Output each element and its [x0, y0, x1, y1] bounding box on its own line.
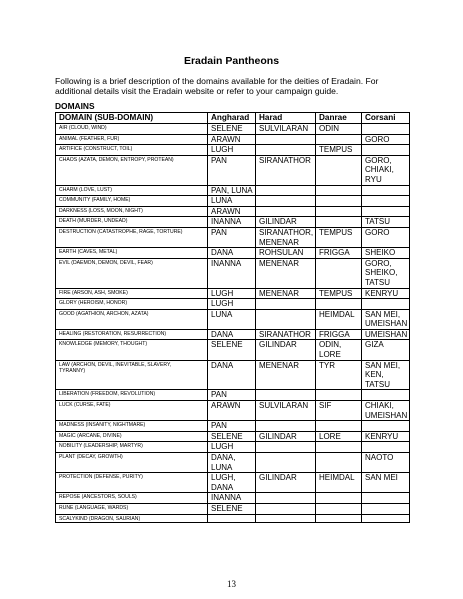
- danrae-cell: LORE: [316, 431, 362, 442]
- danrae-cell: [316, 185, 362, 196]
- corsani-cell: GORO, SHEIKO, TATSU: [362, 258, 410, 288]
- danrae-cell: [316, 514, 362, 522]
- intro-line-1: Following is a brief description of the domains available for the deities of Eradain. For: [55, 76, 379, 86]
- domain-cell: LUCK (CURSE, FATE): [56, 401, 208, 421]
- harad-cell: SULVILARAN: [256, 124, 316, 135]
- domain-cell: NOBILITY (LEADERSHIP, MARTYR): [56, 442, 208, 453]
- harad-cell: [256, 185, 316, 196]
- page-title: Eradain Pantheons: [183, 55, 280, 67]
- header-danrae: Danrae: [316, 113, 362, 124]
- danrae-cell: [316, 493, 362, 504]
- harad-cell: GILINDAR: [256, 340, 316, 360]
- table-row: [56, 155, 410, 185]
- corsani-cell: GIZA: [362, 340, 410, 360]
- danrae-cell: HEIMDAL: [316, 309, 362, 329]
- danrae-cell: TEMPUS: [316, 227, 362, 247]
- table-row: [56, 124, 410, 135]
- danrae-cell: [316, 217, 362, 228]
- harad-cell: SIRANATHOR, MENENAR: [256, 227, 316, 247]
- table-row: [56, 217, 410, 228]
- danrae-cell: [316, 196, 362, 207]
- angharad-cell: LUGH: [208, 145, 256, 156]
- harad-cell: [256, 196, 316, 207]
- harad-cell: MENENAR: [256, 360, 316, 390]
- domain-cell: RUNE (LANGUAGE, WARDS): [56, 503, 208, 514]
- harad-cell: MENENAR: [256, 288, 316, 299]
- angharad-cell: LUGH: [208, 299, 256, 310]
- corsani-cell: GORO: [362, 227, 410, 247]
- corsani-cell: [362, 514, 410, 522]
- harad-cell: [256, 309, 316, 329]
- table-row: [56, 288, 410, 299]
- danrae-cell: HEIMDAL: [316, 473, 362, 493]
- harad-cell: [256, 453, 316, 473]
- header-harad: Harad: [256, 113, 316, 124]
- angharad-cell: DANA, LUNA: [208, 453, 256, 473]
- domain-cell: CHAOS (AZATA, DEMON, ENTROPY, PROTEAN): [56, 155, 208, 185]
- harad-cell: ROHSULAN: [256, 248, 316, 259]
- domain-cell: EVIL (DAEMON, DEMON, DEVIL, FEAR): [56, 258, 208, 288]
- harad-cell: GILINDAR: [256, 217, 316, 228]
- danrae-cell: [316, 155, 362, 185]
- corsani-cell: NAOTO: [362, 453, 410, 473]
- table-row: [56, 431, 410, 442]
- angharad-cell: LUNA: [208, 309, 256, 329]
- harad-cell: [256, 206, 316, 217]
- angharad-cell: LUNA: [208, 196, 256, 207]
- corsani-cell: UMEISHAN: [362, 329, 410, 340]
- header-angharad: Angharad: [208, 113, 256, 124]
- angharad-cell: PAN: [208, 390, 256, 401]
- corsani-cell: [362, 185, 410, 196]
- harad-cell: SIRANATHOR: [256, 155, 316, 185]
- domain-cell: DARKNESS (LOSS, MOON, NIGHT): [56, 206, 208, 217]
- domain-cell: GLORY (HEROISM, HONOR): [56, 299, 208, 310]
- harad-cell: SULVILARAN: [256, 401, 316, 421]
- table-row: [56, 514, 410, 522]
- corsani-cell: SAN MEI, UMEISHAN: [362, 309, 410, 329]
- header-domain: DOMAIN (SUB-DOMAIN): [56, 113, 208, 124]
- table-row: [56, 340, 410, 360]
- danrae-cell: SIF: [316, 401, 362, 421]
- table-row: [56, 299, 410, 310]
- domain-cell: LIBERATION (FREEDOM, REVOLUTION): [56, 390, 208, 401]
- table-row: [56, 421, 410, 432]
- corsani-cell: [362, 299, 410, 310]
- angharad-cell: PAN: [208, 227, 256, 247]
- harad-cell: [256, 134, 316, 145]
- corsani-cell: TATSU: [362, 217, 410, 228]
- domain-cell: FIRE (ARSON, ASH, SMOKE): [56, 288, 208, 299]
- harad-cell: GILINDAR: [256, 431, 316, 442]
- table-header-row: [56, 113, 410, 124]
- danrae-cell: [316, 299, 362, 310]
- harad-cell: [256, 299, 316, 310]
- domain-cell: LAW (ARCHON, DEVIL, INEVITABLE, SLAVERY, TYRANNY): [56, 360, 208, 390]
- danrae-cell: FRIGGA: [316, 248, 362, 259]
- domain-cell: KNOWLEDGE (MEMORY, THOUGHT): [56, 340, 208, 360]
- danrae-cell: [316, 258, 362, 288]
- table-row: [56, 196, 410, 207]
- section-heading: DOMAINS: [55, 101, 95, 111]
- danrae-cell: [316, 134, 362, 145]
- angharad-cell: DANA: [208, 248, 256, 259]
- danrae-cell: TEMPUS: [316, 145, 362, 156]
- corsani-cell: [362, 421, 410, 432]
- harad-cell: [256, 145, 316, 156]
- intro-paragraph: [55, 76, 415, 96]
- corsani-cell: CHIAKI, UMEISHAN: [362, 401, 410, 421]
- danrae-cell: [316, 390, 362, 401]
- angharad-cell: DANA: [208, 360, 256, 390]
- corsani-cell: [362, 124, 410, 135]
- domain-cell: SCALYKIND (DRAGON, SAURIAN): [56, 514, 208, 522]
- angharad-cell: SELENE: [208, 340, 256, 360]
- angharad-cell: ARAWN: [208, 134, 256, 145]
- table-row: [56, 503, 410, 514]
- table-row: [56, 401, 410, 421]
- harad-cell: SIRANATHOR: [256, 329, 316, 340]
- angharad-cell: LUGH: [208, 288, 256, 299]
- angharad-cell: INANNA: [208, 258, 256, 288]
- danrae-cell: FRIGGA: [316, 329, 362, 340]
- angharad-cell: LUGH: [208, 442, 256, 453]
- angharad-cell: INANNA: [208, 493, 256, 504]
- domain-cell: COMMUNITY (FAMILY, HOME): [56, 196, 208, 207]
- domain-cell: MAGIC (ARCANE, DIVINE): [56, 431, 208, 442]
- angharad-cell: SELENE: [208, 124, 256, 135]
- angharad-cell: INANNA: [208, 217, 256, 228]
- corsani-cell: [362, 390, 410, 401]
- table-row: [56, 206, 410, 217]
- angharad-cell: ARAWN: [208, 401, 256, 421]
- harad-cell: [256, 514, 316, 522]
- angharad-cell: LUGH, DANA: [208, 473, 256, 493]
- domain-cell: REPOSE (ANCESTORS, SOULS): [56, 493, 208, 504]
- domain-cell: ARTIFICE (CONSTRUCT, TOIL): [56, 145, 208, 156]
- table-row: [56, 360, 410, 390]
- table-row: [56, 309, 410, 329]
- angharad-cell: SELENE: [208, 431, 256, 442]
- danrae-cell: ODIN: [316, 124, 362, 135]
- intro-line-2: additional details visit the Eradain website or refer to your campaign guide.: [55, 86, 339, 96]
- corsani-cell: [362, 206, 410, 217]
- corsani-cell: [362, 442, 410, 453]
- domain-cell: HEALING (RESTORATION, RESURRECTION): [56, 329, 208, 340]
- domain-cell: DEATH (MURDER, UNDEAD): [56, 217, 208, 228]
- table-row: [56, 248, 410, 259]
- domain-cell: DESTRUCTION (CATASTROPHE, RAGE, TORTURE): [56, 227, 208, 247]
- table-row: [56, 134, 410, 145]
- harad-cell: MENENAR: [256, 258, 316, 288]
- danrae-cell: TEMPUS: [316, 288, 362, 299]
- angharad-cell: ARAWN: [208, 206, 256, 217]
- harad-cell: [256, 421, 316, 432]
- corsani-cell: [362, 145, 410, 156]
- danrae-cell: [316, 442, 362, 453]
- table-row: [56, 329, 410, 340]
- table-row: [56, 473, 410, 493]
- angharad-cell: PAN: [208, 421, 256, 432]
- harad-cell: [256, 493, 316, 504]
- angharad-cell: [208, 514, 256, 522]
- table-row: [56, 493, 410, 504]
- corsani-cell: [362, 503, 410, 514]
- danrae-cell: [316, 206, 362, 217]
- angharad-cell: PAN: [208, 155, 256, 185]
- corsani-cell: [362, 196, 410, 207]
- corsani-cell: KENRYU: [362, 431, 410, 442]
- table-row: [56, 185, 410, 196]
- table-row: [56, 390, 410, 401]
- angharad-cell: DANA: [208, 329, 256, 340]
- corsani-cell: SHEIKO: [362, 248, 410, 259]
- domain-cell: ANIMAL (FEATHER, FUR): [56, 134, 208, 145]
- angharad-cell: PAN, LUNA: [208, 185, 256, 196]
- corsani-cell: SAN MEI, KEN, TATSU: [362, 360, 410, 390]
- harad-cell: GILINDAR: [256, 473, 316, 493]
- table-row: [56, 453, 410, 473]
- table-row: [56, 145, 410, 156]
- domain-cell: CHARM (LOVE, LUST): [56, 185, 208, 196]
- header-corsani: Corsani: [362, 113, 410, 124]
- corsani-cell: GORO: [362, 134, 410, 145]
- page-number: 13: [227, 579, 236, 589]
- domain-cell: AIR (CLOUD, WIND): [56, 124, 208, 135]
- domain-cell: PROTECTION (DEFENSE, PURITY): [56, 473, 208, 493]
- harad-cell: [256, 503, 316, 514]
- domain-cell: MADNESS (INSANITY, NIGHTMARE): [56, 421, 208, 432]
- domains-table: [55, 112, 410, 523]
- harad-cell: [256, 442, 316, 453]
- corsani-cell: [362, 493, 410, 504]
- angharad-cell: SELENE: [208, 503, 256, 514]
- corsani-cell: KENRYU: [362, 288, 410, 299]
- danrae-cell: TYR: [316, 360, 362, 390]
- danrae-cell: [316, 503, 362, 514]
- table-row: [56, 442, 410, 453]
- table-row: [56, 258, 410, 288]
- danrae-cell: [316, 421, 362, 432]
- corsani-cell: SAN MEI: [362, 473, 410, 493]
- domain-cell: EARTH (CAVES, METAL): [56, 248, 208, 259]
- domain-cell: GOOD (AGATHION, ARCHON, AZATA): [56, 309, 208, 329]
- table-row: [56, 227, 410, 247]
- domain-cell: PLANT (DECAY, GROWTH): [56, 453, 208, 473]
- danrae-cell: [316, 453, 362, 473]
- danrae-cell: ODIN, LORE: [316, 340, 362, 360]
- harad-cell: [256, 390, 316, 401]
- corsani-cell: GORO, CHIAKI, RYU: [362, 155, 410, 185]
